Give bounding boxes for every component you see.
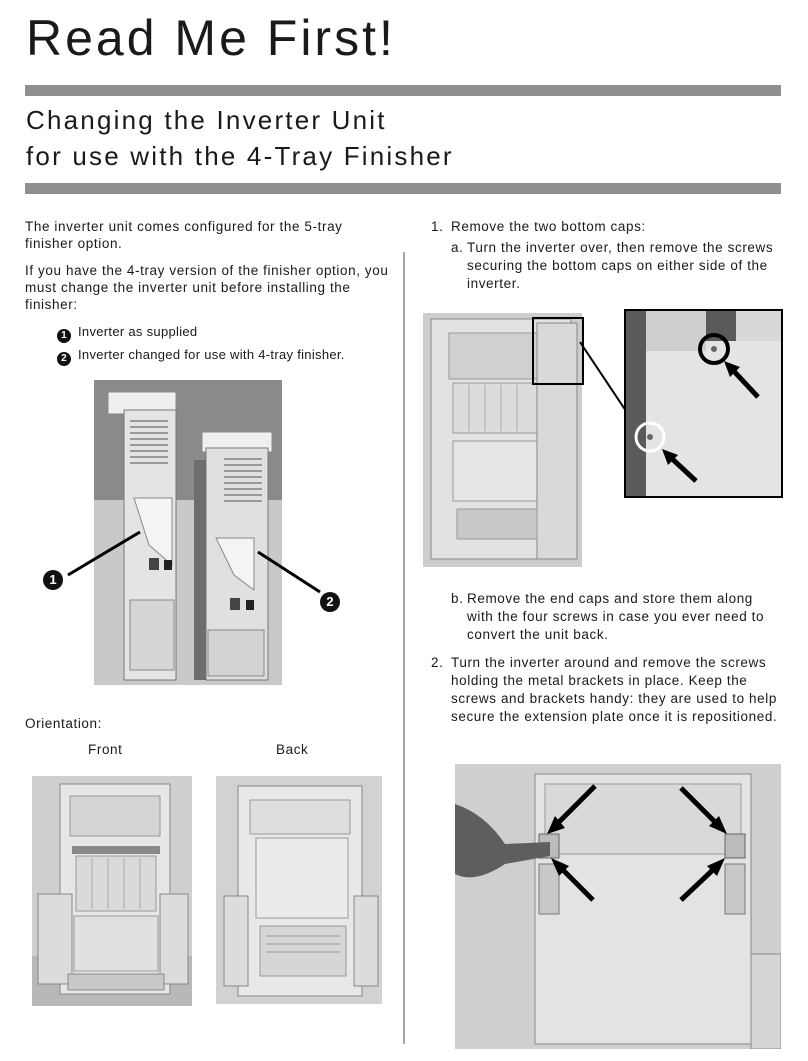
step-1b-text: Remove the end caps and store them along with the four screws in case you ever need to convert the unit back.	[467, 591, 765, 642]
list-item-text: Inverter as supplied	[78, 324, 198, 339]
step-1-number: 1.	[431, 219, 444, 234]
subtitle-line-1: Changing the Inverter Unit	[26, 105, 387, 135]
front-label: Front	[88, 742, 123, 757]
list-item-as-supplied	[57, 323, 197, 343]
photo-zoom-detail	[624, 309, 783, 498]
step-2-text: Turn the inverter around and remove the screws holding the metal brackets in place. Keep the screws and brackets handy: they are used to help secure the extension plate once it is repositioned.	[451, 655, 778, 724]
title-rule	[25, 85, 781, 96]
front-view-illustration	[32, 776, 192, 1006]
callout-2-icon: 2	[320, 592, 340, 612]
callout-lines	[60, 530, 350, 610]
zoom-highlight-box	[532, 317, 584, 385]
subtitle-rule	[25, 183, 781, 194]
back-view-illustration	[216, 776, 382, 1004]
step-1a-number: a.	[451, 240, 464, 255]
step-1b-number: b.	[451, 591, 464, 606]
photo-metal-brackets	[455, 764, 781, 1049]
column-divider	[403, 252, 405, 1044]
zoom-detail-illustration	[626, 311, 781, 496]
intro-paragraph: The inverter unit comes configured for the 5-tray finisher option.	[25, 219, 343, 251]
subtitle-line-2: for use with the 4-Tray Finisher	[26, 141, 454, 171]
zoom-connector-line	[578, 340, 630, 416]
step-1-text: Remove the two bottom caps:	[451, 219, 646, 234]
page-title: Read Me First!	[26, 10, 396, 66]
list-item-changed	[57, 346, 345, 366]
metal-brackets-illustration	[455, 764, 781, 1049]
instruction-paragraph: If you have the 4-tray version of the finisher option, you must change the inverter unit before installing the finisher:	[25, 263, 389, 312]
photo-back-view	[216, 776, 382, 1004]
step-1a-text: Turn the inverter over, then remove the screws securing the bottom caps on either side of the inverter.	[467, 240, 774, 291]
orientation-label: Orientation:	[25, 716, 102, 731]
list-item-text: Inverter changed for use with 4-tray finisher.	[78, 347, 345, 362]
numbered-bullet-icon: 2	[57, 352, 71, 366]
numbered-bullet-icon: 1	[57, 329, 71, 343]
step-2-number: 2.	[431, 655, 444, 670]
back-label: Back	[276, 742, 309, 757]
callout-1-icon: 1	[43, 570, 63, 590]
photo-front-view	[32, 776, 192, 1006]
